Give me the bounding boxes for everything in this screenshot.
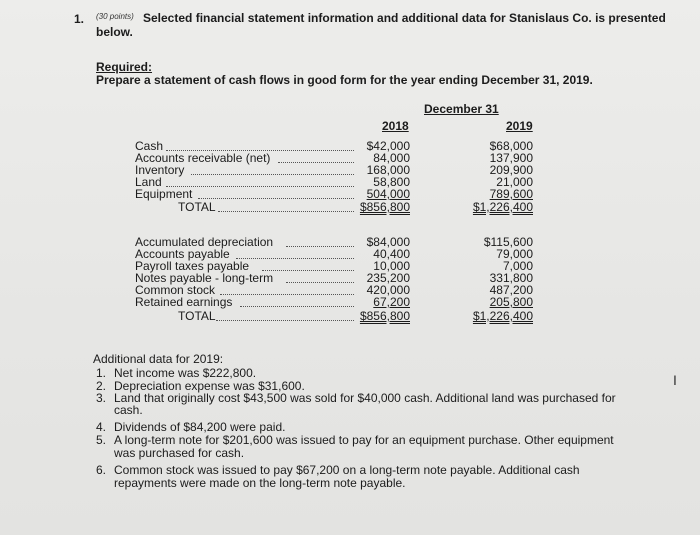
item-text: Depreciation expense was $31,600. (114, 379, 305, 393)
value-2019: 789,600 (489, 187, 533, 201)
value-2018: 235,200 (366, 271, 410, 285)
value-2018: $42,000 (366, 139, 410, 153)
leader-line (216, 320, 354, 321)
liability-label: Accounts payable (135, 247, 230, 261)
value-2019: $68,000 (489, 139, 533, 153)
value-2019: 331,800 (489, 271, 533, 285)
leader-line (166, 150, 354, 151)
leader-line (166, 186, 354, 187)
value-2018: 504,000 (366, 187, 410, 201)
leader-line (236, 258, 354, 259)
question-points: (30 points) (96, 12, 134, 21)
value-2018: $84,000 (366, 235, 410, 249)
asset-label: Equipment (135, 187, 193, 201)
item-text-continued: cash. (114, 403, 143, 417)
question-number: 1. (74, 12, 85, 26)
item-text: Net income was $222,800. (114, 366, 257, 380)
item-text: Land that originally cost $43,500 was sold for $40,000 cash. Additional land was purchased for (114, 391, 616, 405)
value-2018: 67,200 (373, 295, 410, 309)
item-text: Dividends of $84,200 were paid. (114, 420, 286, 434)
liability-label: Notes payable - long-term (135, 271, 274, 285)
asset-label: Inventory (135, 163, 185, 177)
value-2019: $115,600 (483, 235, 533, 249)
value-2019: 21,000 (496, 175, 533, 189)
asset-label: Accounts receivable (net) (135, 151, 271, 165)
required-text: Prepare a statement of cash flows in good form for the year ending December 31, 2019. (96, 73, 593, 87)
value-2018: 10,000 (373, 259, 410, 273)
value-2019: 137,900 (489, 151, 533, 165)
value-2018: 84,000 (373, 151, 410, 165)
total-2019: $1,226,400 (472, 200, 533, 214)
item-number: 4. (96, 420, 107, 434)
liability-label: Common stock (135, 283, 216, 297)
leader-line (220, 294, 354, 295)
additional-data-heading: Additional data for 2019: (93, 352, 224, 366)
column-header-2018: 2018 (382, 119, 409, 133)
liability-total-label: TOTAL (178, 309, 216, 323)
item-number: 5. (96, 433, 107, 447)
liability-label: Accumulated depreciation (135, 235, 274, 249)
asset-label: Land (135, 175, 162, 189)
liability-label: Retained earnings (135, 295, 233, 309)
question-text: Selected financial statement information and additional data for Stanislaus Co. is presented (143, 11, 666, 25)
text-cursor-icon: I (673, 372, 677, 388)
table-date-header: December 31 (424, 102, 499, 116)
liability-label: Payroll taxes payable (135, 259, 250, 273)
value-2018: 168,000 (366, 163, 410, 177)
total-2018: $856,800 (359, 309, 410, 323)
item-text: A long-term note for $201,600 was issued to pay for an equipment purchase. Other equipment (114, 433, 614, 447)
item-text: Common stock was issued to pay $67,200 on a long-term note payable. Additional cash (114, 463, 580, 477)
value-2019: 7,000 (502, 259, 533, 273)
leader-line (191, 174, 354, 175)
item-number: 3. (96, 391, 107, 405)
value-2018: 58,800 (373, 175, 410, 189)
value-2019: 487,200 (489, 283, 533, 297)
item-text-continued: was purchased for cash. (114, 446, 245, 460)
leader-line (240, 306, 354, 307)
total-2019: $1,226,400 (472, 309, 533, 323)
value-2019: 79,000 (496, 247, 533, 261)
item-number: 1. (96, 366, 107, 380)
asset-total-label: TOTAL (178, 200, 216, 214)
question-text-continued: below. (96, 25, 133, 39)
item-text-continued: repayments were made on the long-term note payable. (114, 476, 406, 490)
leader-line (218, 211, 354, 212)
leader-line (198, 198, 354, 199)
item-number: 6. (96, 463, 107, 477)
total-2018: $856,800 (359, 200, 410, 214)
asset-label: Cash (135, 139, 164, 153)
column-header-2019: 2019 (506, 119, 533, 133)
value-2018: 40,400 (373, 247, 410, 261)
value-2018: 420,000 (366, 283, 410, 297)
value-2019: 209,900 (489, 163, 533, 177)
required-heading: Required: (96, 60, 153, 74)
value-2019: 205,800 (489, 295, 533, 309)
item-number: 2. (96, 379, 107, 393)
